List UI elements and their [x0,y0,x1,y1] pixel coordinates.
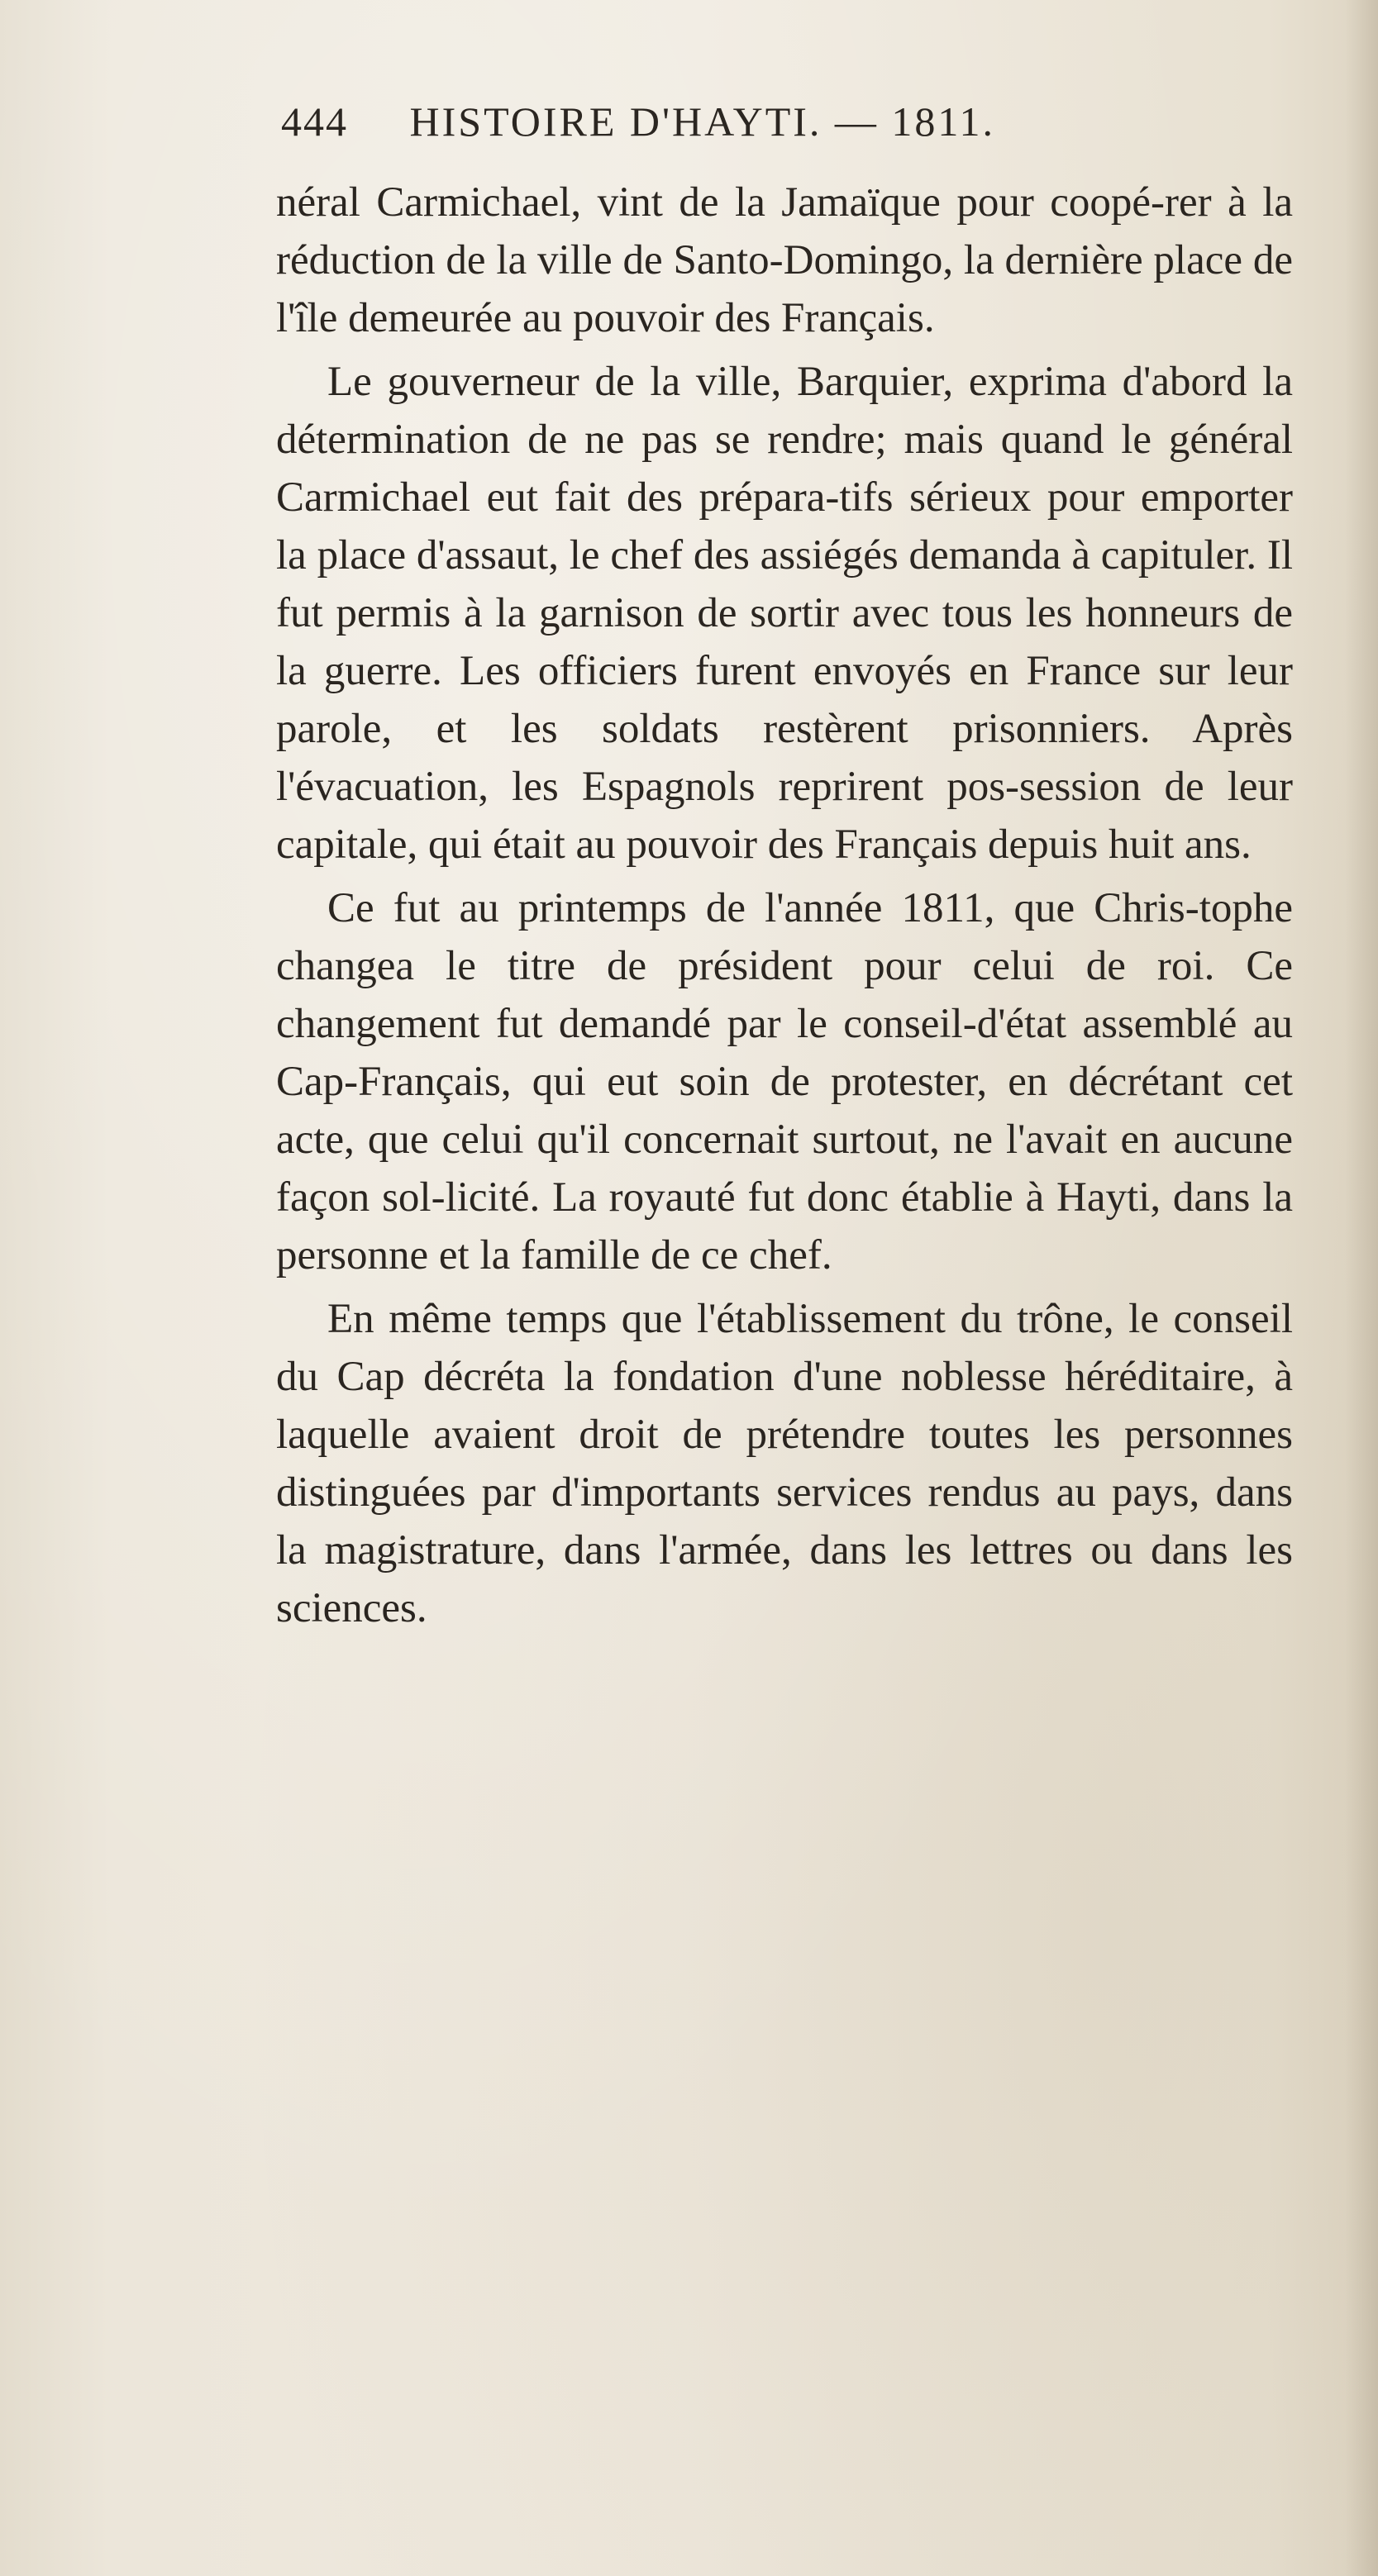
paragraph-barquier: Le gouverneur de la ville, Barquier, exprima d'abord la détermination de ne pas se rendre; mais quand le général Carmichael eut fait des prépara-tifs sérieux pour emporter la place d'assaut, le chef des assiégés demanda à capituler. Il fut permis à la garnison de sortir avec tous les honneurs de la guerre. Les officiers furent envoyés en France sur leur parole, et les soldats restèrent prisonniers. Après l'évacuation, les Espagnols reprirent pos-session de leur capitale, qui était au pouvoir des Français depuis huit ans. [276,359,1293,868]
running-header [281,98,1190,164]
paragraph-continuation: néral Carmichael, vint de la Jamaïque pour coopé-rer à la réduction de la ville de Santo-Domingo, la dernière place de l'île demeurée au pouvoir des Français. [276,179,1293,341]
body-text [276,174,1293,1637]
paragraph-nobility: En même temps que l'établissement du trône, le conseil du Cap décréta la fondation d'une noblesse héréditaire, à laquelle avaient droit de prétendre toutes les personnes distinguées par d'importants services rendus au pays, dans la magistrature, dans l'armée, dans les lettres ou dans les sciences. [276,1296,1293,1631]
page-edge-shadow [1345,0,1378,2576]
page-number: 444 [281,98,348,145]
running-title: HISTOIRE D'HAYTI. — 1811. [409,98,996,145]
paragraph-royalty: Ce fut au printemps de l'année 1811, que Chris-tophe changea le titre de président pour celui de roi. Ce changement fut demandé par le conseil-d'état assemblé au Cap-Français, qui eut soin de protester, en décrétant cet acte, que celui qu'il concernait surtout, ne l'avait en aucune façon sol-licité. La royauté fut donc établie à Hayti, dans la personne et la famille de ce chef. [276,885,1293,1278]
